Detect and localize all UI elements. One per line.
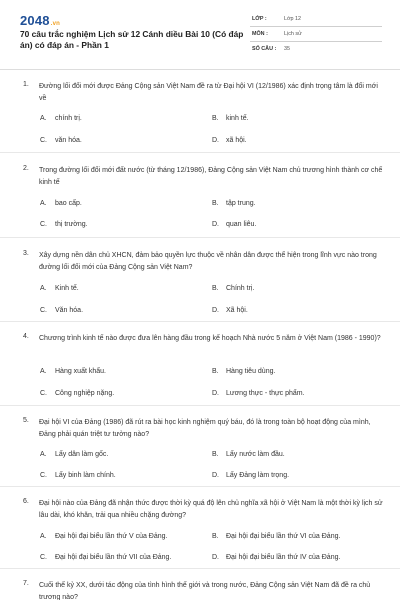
option-text: tập trung. xyxy=(226,200,256,207)
option-text: văn hóa. xyxy=(55,137,82,144)
question-divider xyxy=(0,321,400,322)
meta-key-count: SỐ CÂU : xyxy=(252,46,277,52)
option-d[interactable] xyxy=(0,137,400,147)
question-number: 1. xyxy=(23,81,29,88)
option-letter: D. xyxy=(212,307,219,314)
option-text: quan liêu. xyxy=(226,221,257,228)
option-text: Đại hội đại biểu lần thứ V của Đảng. xyxy=(55,533,168,540)
header-divider xyxy=(0,69,400,70)
option-text: Lấy dân làm gốc. xyxy=(55,451,109,458)
option-d[interactable] xyxy=(0,472,400,482)
option-letter: C. xyxy=(40,221,47,228)
option-d[interactable] xyxy=(0,221,400,231)
option-text: Hàng tiêu dùng. xyxy=(226,368,276,375)
option-b[interactable] xyxy=(0,368,400,378)
option-letter: B. xyxy=(212,533,219,540)
page-title: 70 câu trắc nghiệm Lịch sử 12 Cánh diều Bài 10 (Có đáp án) có đáp án - Phần 1 xyxy=(20,29,244,50)
meta-value-subject: Lịch sử xyxy=(284,31,302,37)
option-letter: C. xyxy=(40,554,47,561)
option-text: kinh tế. xyxy=(226,115,249,122)
meta-value-count: 35 xyxy=(284,46,290,52)
question-text: Đại hội VI của Đảng (1986) đã rút ra bài học kinh nghiệm quý báu, đó là trong toàn bộ hoạt động của mình, Đảng phải quán triệt tư tưởng nào? xyxy=(39,419,371,438)
question-number: 4. xyxy=(23,333,29,340)
question-text: Đường lối đổi mới được Đảng Cộng sản Việt Nam đề ra từ Đại hội VI (12/1986) xác định trọng tâm là đổi mới về xyxy=(39,83,378,102)
option-letter: A. xyxy=(40,285,47,292)
question-text: Trong đường lối đổi mới đất nước (từ tháng 12/1986), Đảng Cộng sản Việt Nam chủ trương hình thành cơ chế kinh tế xyxy=(39,167,383,186)
question-text: Chương trình kinh tế nào được đưa lên hàng đầu trong kế hoạch Nhà nước 5 năm ở Việt Nam (1986 - 1990)? xyxy=(39,335,381,342)
document-header xyxy=(0,0,400,68)
option-letter: C. xyxy=(40,472,47,479)
option-b[interactable] xyxy=(0,451,400,461)
site-logo[interactable] xyxy=(20,13,60,28)
option-letter: A. xyxy=(40,200,47,207)
option-text: Văn hóa. xyxy=(55,307,84,314)
option-text: Đại hội đại biểu lần thứ VII của Đảng. xyxy=(55,554,172,561)
option-letter: B. xyxy=(212,451,219,458)
logo-text: 2048 xyxy=(20,13,50,28)
option-text: Lấy binh làm chính. xyxy=(55,472,116,479)
question-number: 6. xyxy=(23,498,29,505)
option-text: xã hội. xyxy=(226,137,247,144)
option-b[interactable] xyxy=(0,533,400,543)
question-divider xyxy=(0,237,400,238)
option-letter: A. xyxy=(40,368,47,375)
option-text: Đại hội đại biểu lần thứ IV của Đảng. xyxy=(226,554,341,561)
option-letter: D. xyxy=(212,472,219,479)
question-divider xyxy=(0,568,400,569)
option-text: Công nghiệp nặng. xyxy=(55,390,115,397)
option-d[interactable] xyxy=(0,554,400,564)
option-text: Lấy nước làm đầu. xyxy=(226,451,285,458)
question-number: 5. xyxy=(23,417,29,424)
option-text: Chính trị. xyxy=(226,285,255,292)
option-text: Kinh tế. xyxy=(55,285,79,292)
meta-key-grade: LỚP : xyxy=(252,16,267,22)
meta-key-subject: MÔN : xyxy=(252,31,268,37)
meta-value-grade: Lớp 12 xyxy=(284,16,302,22)
logo-suffix: .vn xyxy=(50,21,61,27)
question-text: Xây dựng nền dân chủ XHCN, đảm bảo quyền lực thuộc về nhân dân được thể hiện trong lĩnh vực nào trong đường lối đổi mới của Đảng Cộng sản Việt Nam? xyxy=(39,252,377,271)
question-number: 7. xyxy=(23,580,29,587)
question-divider xyxy=(0,152,400,153)
option-b[interactable] xyxy=(0,115,400,125)
option-letter: D. xyxy=(212,221,219,228)
option-letter: A. xyxy=(40,533,47,540)
meta-row-grade xyxy=(250,12,382,27)
option-text: chính trị. xyxy=(55,115,82,122)
option-text: Đại hội đại biểu lần thứ VI của Đảng. xyxy=(226,533,341,540)
option-text: Lương thực - thực phẩm. xyxy=(226,390,305,397)
meta-table xyxy=(250,12,382,57)
option-text: bao cấp. xyxy=(55,200,82,207)
option-text: Hàng xuất khẩu. xyxy=(55,368,106,375)
question-number: 2. xyxy=(23,165,29,172)
question-number: 3. xyxy=(23,250,29,257)
option-letter: C. xyxy=(40,390,47,397)
option-letter: A. xyxy=(40,451,47,458)
meta-row-count xyxy=(250,42,382,57)
option-letter: C. xyxy=(40,137,47,144)
question-text: Đại hội nào của Đảng đã nhận thức được thời kỳ quá độ lên chủ nghĩa xã hội ở Việt Nam là một thời kỳ lịch sử lâu dài, khó khăn, trải qua nhiều chặng đường? xyxy=(39,500,383,519)
option-letter: B. xyxy=(212,200,219,207)
meta-row-subject xyxy=(250,27,382,42)
option-text: Xã hội. xyxy=(226,307,248,314)
option-letter: C. xyxy=(40,307,47,314)
option-letter: A. xyxy=(40,115,47,122)
question-divider xyxy=(0,486,400,487)
option-letter: D. xyxy=(212,554,219,561)
option-letter: D. xyxy=(212,137,219,144)
option-d[interactable] xyxy=(0,390,400,400)
question-divider xyxy=(0,405,400,406)
option-letter: B. xyxy=(212,115,219,122)
question-text: Cuối thế kỷ XX, dưới tác động của tình hình thế giới và trong nước, Đảng Cộng sản Việt Nam đã đề ra chủ trương nào? xyxy=(39,582,371,600)
option-text: Lấy Đảng làm trọng. xyxy=(226,472,290,479)
option-letter: B. xyxy=(212,285,219,292)
option-letter: B. xyxy=(212,368,219,375)
option-letter: D. xyxy=(212,390,219,397)
option-text: thị trường. xyxy=(55,221,88,228)
option-b[interactable] xyxy=(0,285,400,295)
option-d[interactable] xyxy=(0,307,400,317)
option-b[interactable] xyxy=(0,200,400,210)
